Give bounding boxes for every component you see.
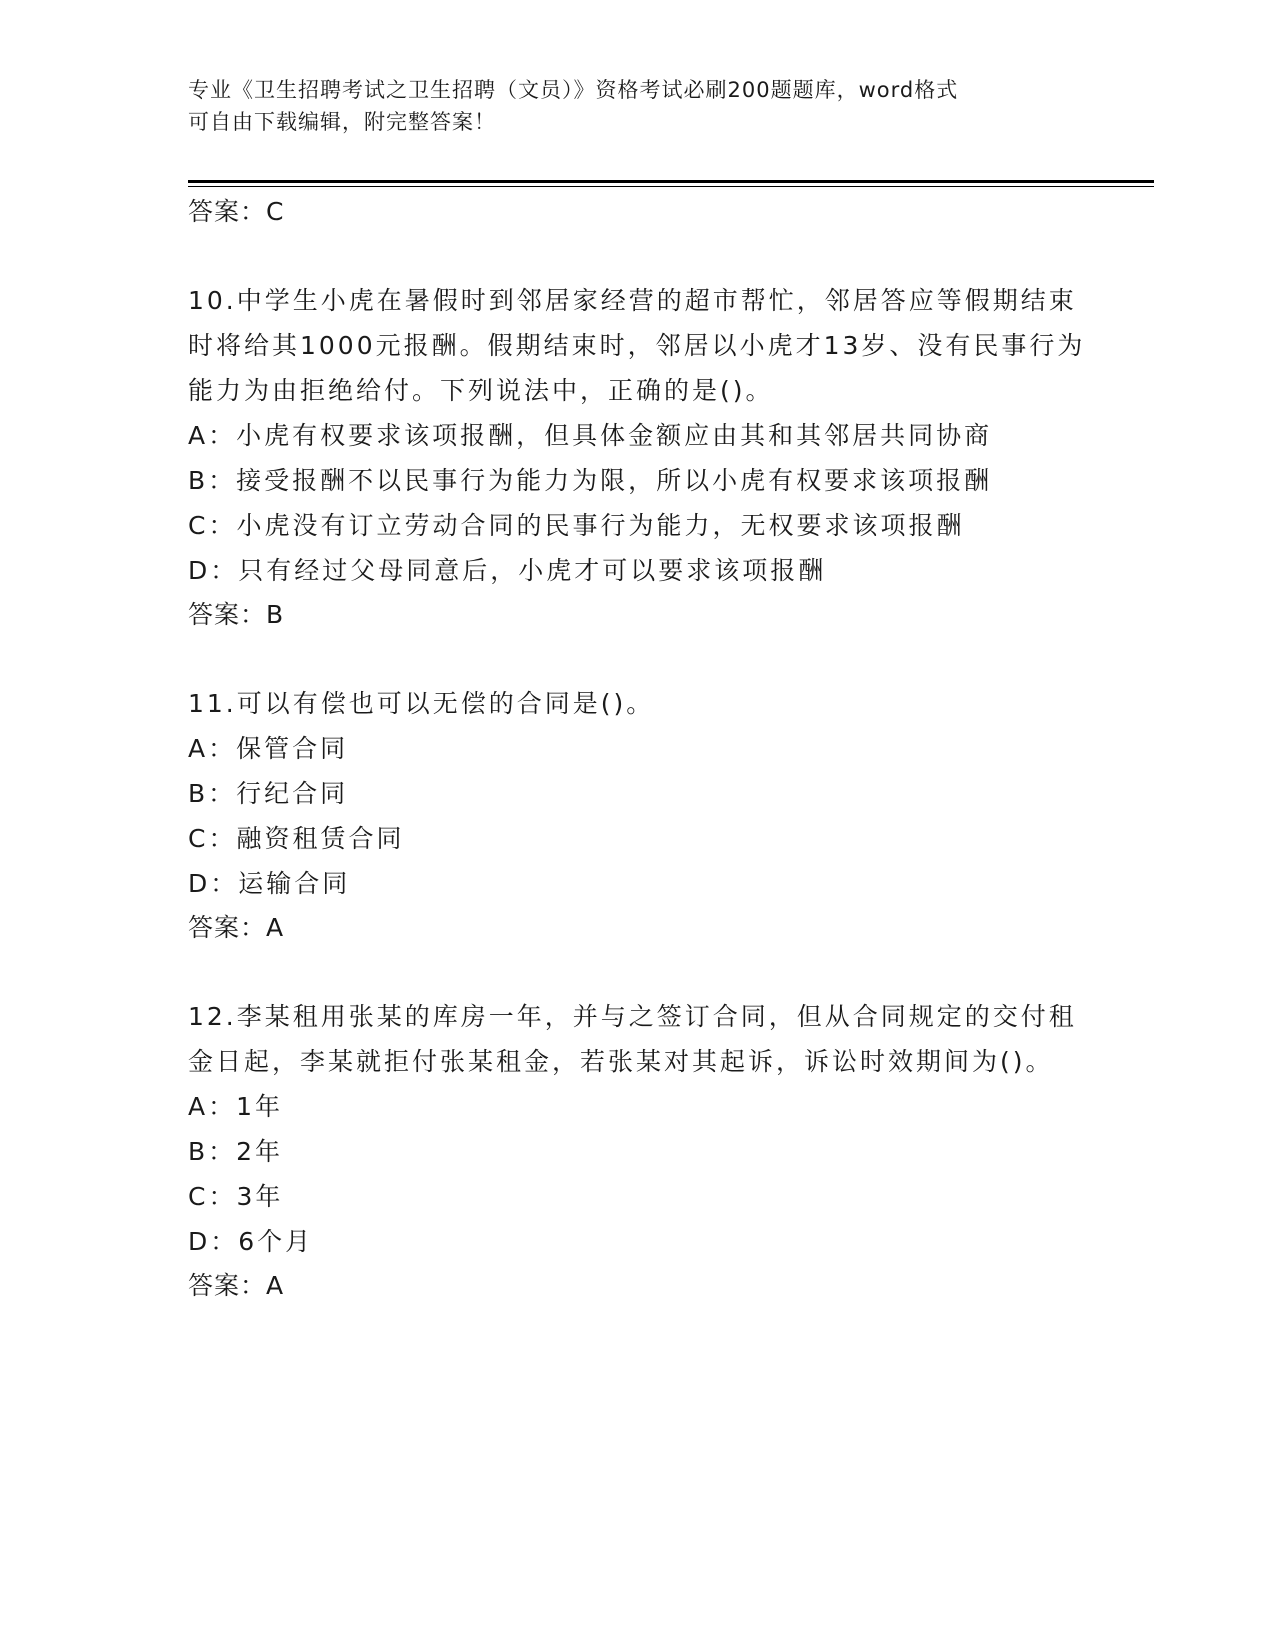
answer-line: 答案：C <box>188 197 285 226</box>
answer-line: 答案：A <box>188 913 285 942</box>
question-stem: 10.中学生小虎在暑假时到邻居家经营的超市帮忙，邻居答应等假期结束时将给其1000元报酬。假期结束时，邻居以小虎才13岁、没有民事行为能力为由拒绝给付。下列说法中，正确的是()。 <box>188 286 1086 405</box>
option-b: B：行纪合同 <box>188 779 349 808</box>
option-b: B：2年 <box>188 1137 284 1166</box>
question-11 <box>188 681 1088 950</box>
question-10 <box>188 278 1088 637</box>
header-rule-thick <box>188 180 1154 183</box>
question-stem: 11.可以有偿也可以无偿的合同是()。 <box>188 689 655 718</box>
question-12 <box>188 994 1088 1308</box>
option-c: C：融资租赁合同 <box>188 824 405 853</box>
option-a: A：保管合同 <box>188 734 349 763</box>
option-d: D：运输合同 <box>188 869 351 898</box>
option-d: D：6个月 <box>188 1227 314 1256</box>
option-c: C：小虎没有订立劳动合同的民事行为能力，无权要求该项报酬 <box>188 511 965 540</box>
option-a: A：1年 <box>188 1092 284 1121</box>
header-rule-thin <box>188 186 1154 187</box>
header-line-2: 可自由下载编辑，附完整答案！ <box>188 110 496 134</box>
header-line-1: 专业《卫生招聘考试之卫生招聘（文员）》资格考试必刷200题题库，word格式 <box>188 78 959 102</box>
question-list <box>188 190 1088 1308</box>
question-stem: 12.李某租用张某的库房一年，并与之签订合同，但从合同规定的交付租金日起，李某就拒付张某租金，若张某对其起诉，诉讼时效期间为()。 <box>188 1002 1077 1076</box>
option-a: A：小虎有权要求该项报酬，但具体金额应由其和其邻居共同协商 <box>188 421 993 450</box>
option-d: D：只有经过父母同意后，小虎才可以要求该项报酬 <box>188 556 827 585</box>
option-b: B：接受报酬不以民事行为能力为限，所以小虎有权要求该项报酬 <box>188 466 993 495</box>
answer-line: 答案：B <box>188 600 285 629</box>
answer-line: 答案：A <box>188 1271 285 1300</box>
page-header <box>188 74 1088 138</box>
option-c: C：3年 <box>188 1182 284 1211</box>
